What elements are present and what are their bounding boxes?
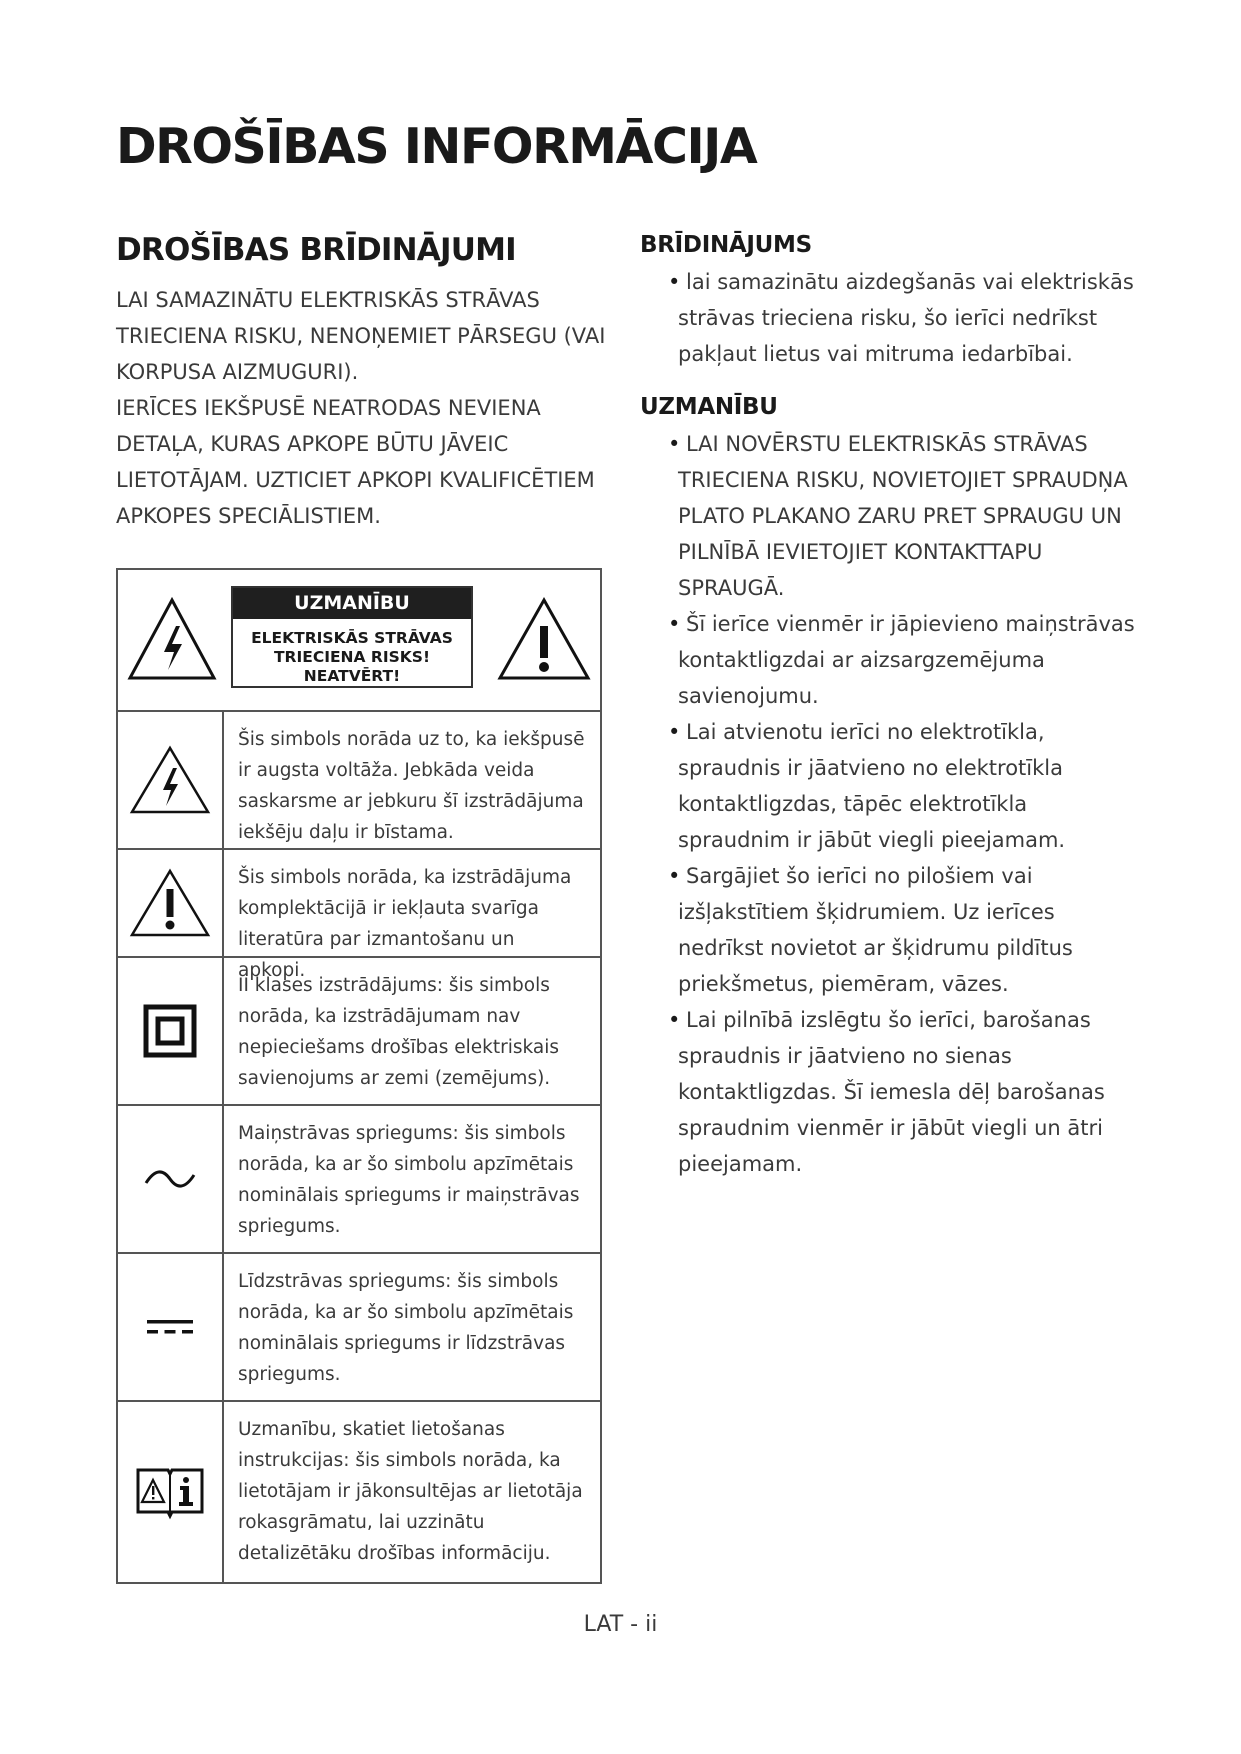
warning-paragraph-service: IERĪCES IEKŠPUSĒ NEATRODAS NEVIENA DETAĻA, KURAS APKOPE BŪTU JĀVEIC LIETOTĀJAM. UZTICIET APKOPI KVALIFICĒTIEM APKOPES SPECIĀLISTIEM.	[116, 396, 595, 528]
caution-label-title: UZMANĪBU	[233, 588, 471, 619]
symbol-cell	[118, 712, 224, 848]
page-number: LAT - ii	[583, 1612, 658, 1637]
symbol-cell	[118, 850, 224, 956]
list-item	[678, 264, 1140, 372]
list-item-text: Šī ierīce vienmēr ir jāpievieno maiņstrāvas kontaktligzdai ar aizsargzemējuma savienojumu.	[678, 612, 1135, 708]
list-item	[678, 606, 1140, 714]
table-row	[118, 958, 600, 1106]
table-row	[118, 1402, 600, 1582]
exclamation-triangle-icon	[496, 596, 592, 684]
table-row	[118, 1254, 600, 1402]
caution-label-line: NEATVĒRT!	[303, 667, 401, 685]
list-item-text: Lai atvienotu ierīci no elektrotīkla, spraudnis ir jāatvieno no elektrotīkla kontaktligzdas, tāpēc elektrotīkla spraudnim ir jābūt viegli pieejamam.	[678, 720, 1066, 852]
symbol-description: Uzmanību, skatiet lietošanas instrukcijas: šis simbols norāda, ka lietotājam ir jākonsultējas ar lietotāja rokasgrāmatu, lai uzzinātu detalizētāku drošības informāciju.	[238, 1419, 583, 1564]
list-item-text: lai samazinātu aizdegšanās vai elektriskās strāvas trieciena risku, šo ierīci nedrīkst pakļaut lietus vai mitruma iedarbībai.	[678, 270, 1134, 366]
symbol-cell	[118, 958, 224, 1104]
manual-book-icon	[134, 1464, 206, 1520]
table-row	[118, 1106, 600, 1254]
table-row	[118, 712, 600, 850]
warning-heading: BRĪDINĀJUMS	[640, 232, 812, 258]
warning-list	[640, 264, 1140, 372]
caution-list	[640, 426, 1140, 1182]
symbol-description: Šis simbols norāda, ka izstrādājuma komplektācijā ir iekļauta svarīga literatūra par izmantošanu un apkopi.	[238, 867, 572, 981]
dc-symbol-icon	[145, 1316, 195, 1338]
warnings-column	[640, 232, 1140, 1182]
lightning-triangle-icon	[128, 744, 212, 816]
table-row	[118, 850, 600, 981]
symbol-description: Maiņstrāvas spriegums: šis simbols norāda, ka ar šo simbolu apzīmētais nominālais spriegums ir maiņstrāvas spriegums.	[238, 1123, 580, 1237]
page-title: DROŠĪBAS INFORMĀCIJA	[116, 118, 757, 175]
caution-label-box	[231, 586, 473, 688]
symbol-description: II klases izstrādājums: šis simbols norāda, ka izstrādājumam nav nepieciešams drošības elektriskais savienojums ar zemi (zemējums).	[238, 975, 559, 1089]
caution-label-body	[233, 619, 471, 686]
symbol-cell	[118, 1254, 224, 1400]
symbol-cell	[118, 1402, 224, 1582]
symbol-table	[116, 568, 602, 1584]
caution-heading: UZMANĪBU	[640, 394, 778, 420]
symbol-table-header	[118, 570, 600, 712]
list-item	[678, 426, 1140, 606]
safety-warnings-heading: DROŠĪBAS BRĪDINĀJUMI	[116, 232, 516, 268]
caution-label-line: ELEKTRISKĀS STRĀVAS	[251, 629, 453, 647]
lightning-triangle-icon	[126, 596, 218, 684]
warning-paragraph-cover: LAI SAMAZINĀTU ELEKTRISKĀS STRĀVAS TRIECIENA RISKU, NENOŅEMIET PĀRSEGU (VAI KORPUSA AIZMUGURI).	[116, 288, 606, 384]
exclamation-triangle-icon	[128, 867, 212, 939]
caution-label-line: TRIECIENA RISKS!	[273, 648, 431, 666]
list-item-text: LAI NOVĒRSTU ELEKTRISKĀS STRĀVAS TRIECIENA RISKU, NOVIETOJIET SPRAUDŅA PLATO PLAKANO ZARU PRET SPRAUGU UN PILNĪBĀ IEVIETOJIET KONTAKTTAPU SPRAUGĀ.	[678, 432, 1128, 600]
symbol-cell	[118, 1106, 224, 1252]
list-item	[678, 1002, 1140, 1182]
symbol-description: Šis simbols norāda uz to, ka iekšpusē ir augsta voltāža. Jebkāda veida saskarsme ar jebkuru šī izstrādājuma iekšēju daļu ir bīstama.	[238, 729, 585, 843]
list-item	[678, 714, 1140, 858]
safety-warnings-section	[116, 232, 606, 534]
symbol-description: Līdzstrāvas spriegums: šis simbols norāda, ka ar šo simbolu apzīmētais nominālais spriegums ir līdzstrāvas spriegums.	[238, 1271, 574, 1385]
list-item	[678, 858, 1140, 1002]
ac-wave-icon	[143, 1167, 197, 1191]
list-item-text: Sargājiet šo ierīci no pilošiem vai izšļakstītiem šķidrumiem. Uz ierīces nedrīkst novietot ar šķidrumu pildītus priekšmetus, piemēram, vāzes.	[678, 864, 1073, 996]
double-square-icon	[143, 1004, 197, 1058]
list-item-text: Lai pilnībā izslēgtu šo ierīci, barošanas spraudnis ir jāatvieno no sienas kontaktligzdas. Šī iemesla dēļ barošanas spraudnim vienmēr ir jābūt viegli un ātri pieejamam.	[678, 1008, 1105, 1176]
